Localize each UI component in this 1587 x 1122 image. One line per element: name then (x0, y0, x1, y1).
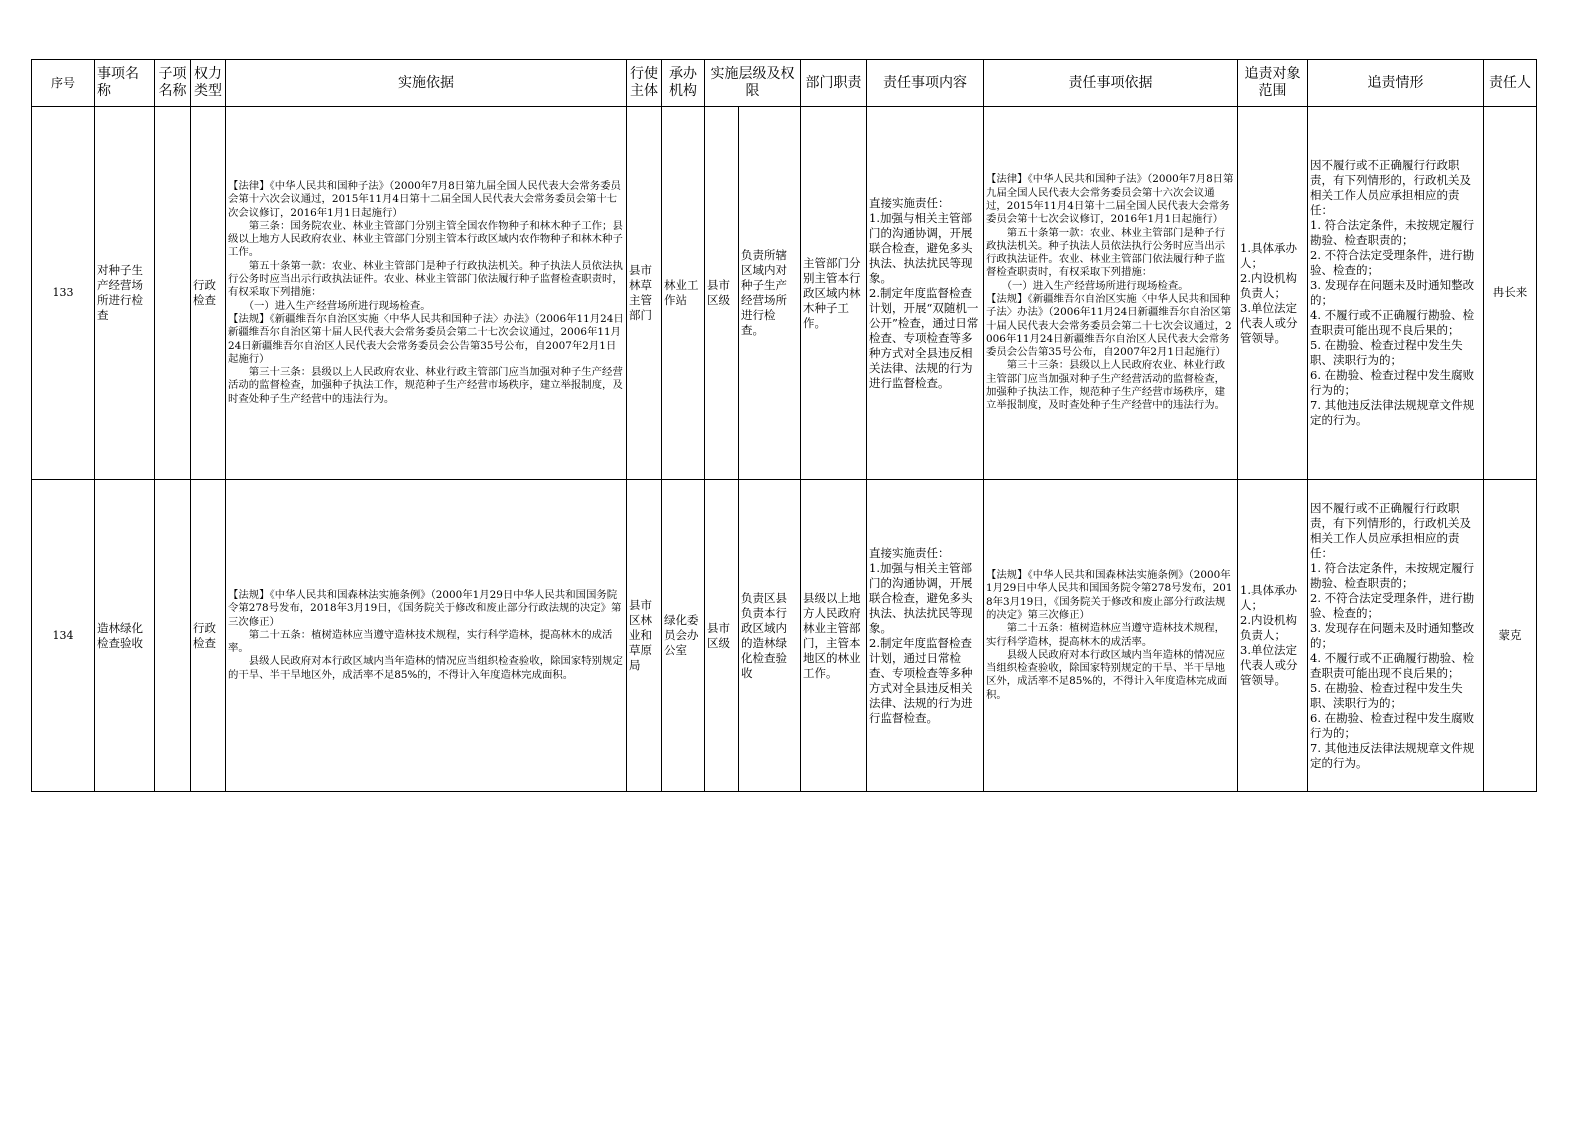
header-person: 责任人 (1484, 60, 1537, 107)
header-undertaker: 承办机构 (662, 60, 705, 107)
cell-resp-content: 直接实施责任： 1.加强与相关主管部门的沟通协调，开展联合检查，避免多头执法、执法扰民等现象。 2.制定年度监督检查计划，开展“双随机一公开”检查，通过日常检查、专项检查等多种方式对全县违反相关法律、法规的行为进行监督检查。 (867, 107, 984, 480)
cell-resp-basis: 【法律】《中华人民共和国种子法》（2000年7月8日第九届全国人民代表大会常务委员会第十六次会议通过，2015年11月4日第十二届全国人民代表大会常务委员会第十七次会议修订，2016年1月1日起施行） 第五十条第一款：农业、林业主管部门是种子行政执法机关。种子执法人员依法执行公务时应当出示行政执法证件。农业、林业主管部门依法履行种子监督检查职责时，有权采取下列措施： （一）进入生产经营场所进行现场检查。 【法规】《新疆维吾尔自治区实施〈中华人民共和国种子法〉办法》（2006年11月24日新疆维吾尔自治区第十届人民代表大会常务委员会第二十七次会议通过，2006年11月24日新疆维吾尔自治区人民代表大会常务委员会公告第35号公布，自2007年2月1日起施行） 第三十三条：县级以上人民政府农业、林业行政主管部门应当加强对种子生产经营活动的监督检查，加强种子执法工作，规范种子生产经营市场秩序，建立举报制度，及时查处种子生产经营中的违法行为。 (984, 107, 1238, 480)
header-seq: 序号 (32, 60, 95, 107)
header-row (32, 60, 1537, 107)
cell-situation: 因不履行或不正确履行行政职责，有下列情形的，行政机关及相关工作人员应承担相应的责任： 1. 符合法定条件，未按规定履行勘验、检查职责的； 2. 不符合法定受理条件，进行勘验、检查的； 3. 发现存在问题未及时通知整改的； 4. 不履行或不正确履行勘验、检查职责可能出现不良后果的； 5. 在勘验、检查过程中发生失职、渎职行为的； 6. 在勘验、检查过程中发生腐败行为的； 7. 其他违反法律法规规章文件规定的行为。 (1308, 480, 1484, 792)
header-resp-basis: 责任事项依据 (984, 60, 1238, 107)
cell-level: 县市区级 (705, 480, 739, 792)
cell-scope: 1.具体承办人； 2.内设机构负责人； 3.单位法定代表人或分管领导。 (1238, 480, 1308, 792)
cell-item-name: 对种子生产经营场所进行检查 (95, 107, 155, 480)
cell-power-type: 行政检查 (191, 480, 226, 792)
cell-item-name: 造林绿化检查验收 (95, 480, 155, 792)
cell-authority: 负责区县负责本行政区域内的造林绿化检查验收 (739, 480, 801, 792)
cell-sub-name (155, 107, 191, 480)
cell-undertaker: 绿化委员会办公室 (662, 480, 705, 792)
header-resp-content: 责任事项内容 (867, 60, 984, 107)
header-sub-name: 子项名称 (155, 60, 191, 107)
cell-resp-content: 直接实施责任： 1.加强与相关主管部门的沟通协调，开展联合检查，避免多头执法、执法扰民等现象。 2.制定年度监督检查计划，通过日常检查、专项检查等多种方式对全县违反相关法律、法规的行为进行监督检查。 (867, 480, 984, 792)
cell-power-type: 行政检查 (191, 107, 226, 480)
cell-seq: 133 (32, 107, 95, 480)
cell-sub-name (155, 480, 191, 792)
cell-subject: 县市林草主管部门 (627, 107, 662, 480)
cell-basis: 【法律】《中华人民共和国种子法》（2000年7月8日第九届全国人民代表大会常务委员会第十六次会议通过，2015年11月4日第十二届全国人民代表大会常务委员会第十七次会议修订，2016年1月1日起施行） 第三条：国务院农业、林业主管部门分别主管全国农作物种子和林木种子工作；县级以上地方人民政府农业、林业主管部门分别主管本行政区域内农作物种子和林木种子工作。 第五十条第一款：农业、林业主管部门是种子行政执法机关。种子执法人员依法执行公务时应当出示行政执法证件。农业、林业主管部门依法履行种子监督检查职责时，有权采取下列措施： （一）进入生产经营场所进行现场检查。 【法规】《新疆维吾尔自治区实施〈中华人民共和国种子法〉办法》（2006年11月24日新疆维吾尔自治区第十届人民代表大会常务委员会第二十七次会议通过，2006年11月24日新疆维吾尔自治区人民代表大会常务委员会公告第35号公布，自2007年2月1日起施行） 第三十三条：县级以上人民政府农业、林业行政主管部门应当加强对种子生产经营活动的监督检查，加强种子执法工作，规范种子生产经营市场秩序，建立举报制度，及时查处种子生产经营中的违法行为。 (226, 107, 627, 480)
header-subject: 行使主体 (627, 60, 662, 107)
cell-person: 冉长来 (1484, 107, 1537, 480)
cell-basis: 【法规】《中华人民共和国森林法实施条例》（2000年1月29日中华人民共和国国务院令第278号发布，2018年3月19日，《国务院关于修改和废止部分行政法规的决定》第三次修正） 第二十五条：植树造林应当遵守造林技术规程，实行科学造林，提高林木的成活率。 县级人民政府对本行政区域内当年造林的情况应当组织检查验收，除国家特别规定的干旱、半干旱地区外，成活率不足85%的，不得计入年度造林完成面积。 (226, 480, 627, 792)
table-row (32, 480, 1537, 792)
header-basis: 实施依据 (226, 60, 627, 107)
cell-resp-basis: 【法规】《中华人民共和国森林法实施条例》（2000年1月29日中华人民共和国国务院令第278号发布，2018年3月19日，《国务院关于修改和废止部分行政法规的决定》第三次修正） 第二十五条：植树造林应当遵守造林技术规程，实行科学造林，提高林木的成活率。 县级人民政府对本行政区域内当年造林的情况应当组织检查验收，除国家特别规定的干旱、半干旱地区外，成活率不足85%的，不得计入年度造林完成面积。 (984, 480, 1238, 792)
cell-undertaker: 林业工作站 (662, 107, 705, 480)
cell-seq: 134 (32, 480, 95, 792)
header-power-type: 权力类型 (191, 60, 226, 107)
responsibility-table (31, 59, 1537, 792)
header-dept-duty: 部门职责 (801, 60, 867, 107)
cell-dept-duty: 县级以上地方人民政府林业主管部门，主管本地区的林业工作。 (801, 480, 867, 792)
cell-subject: 县市区林业和草原局 (627, 480, 662, 792)
header-situation: 追责情形 (1308, 60, 1484, 107)
header-level: 实施层级及权限 (705, 60, 801, 107)
cell-situation: 因不履行或不正确履行行政职责，有下列情形的，行政机关及相关工作人员应承担相应的责任： 1. 符合法定条件，未按规定履行勘验、检查职责的； 2. 不符合法定受理条件，进行勘验、检查的； 3. 发现存在问题未及时通知整改的； 4. 不履行或不正确履行勘验、检查职责可能出现不良后果的； 5. 在勘验、检查过程中发生失职、渎职行为的； 6. 在勘验、检查过程中发生腐败行为的； 7. 其他违反法律法规规章文件规定的行为。 (1308, 107, 1484, 480)
header-item-name: 事项名称 (95, 60, 155, 107)
table-row (32, 107, 1537, 480)
cell-level: 县市区级 (705, 107, 739, 480)
cell-dept-duty: 主管部门分别主管本行政区域内林木种子工作。 (801, 107, 867, 480)
cell-person: 蒙克 (1484, 480, 1537, 792)
cell-authority: 负责所辖区域内对种子生产经营场所进行检查。 (739, 107, 801, 480)
header-scope: 追责对象范围 (1238, 60, 1308, 107)
cell-scope: 1.具体承办人； 2.内设机构负责人； 3.单位法定代表人或分管领导。 (1238, 107, 1308, 480)
